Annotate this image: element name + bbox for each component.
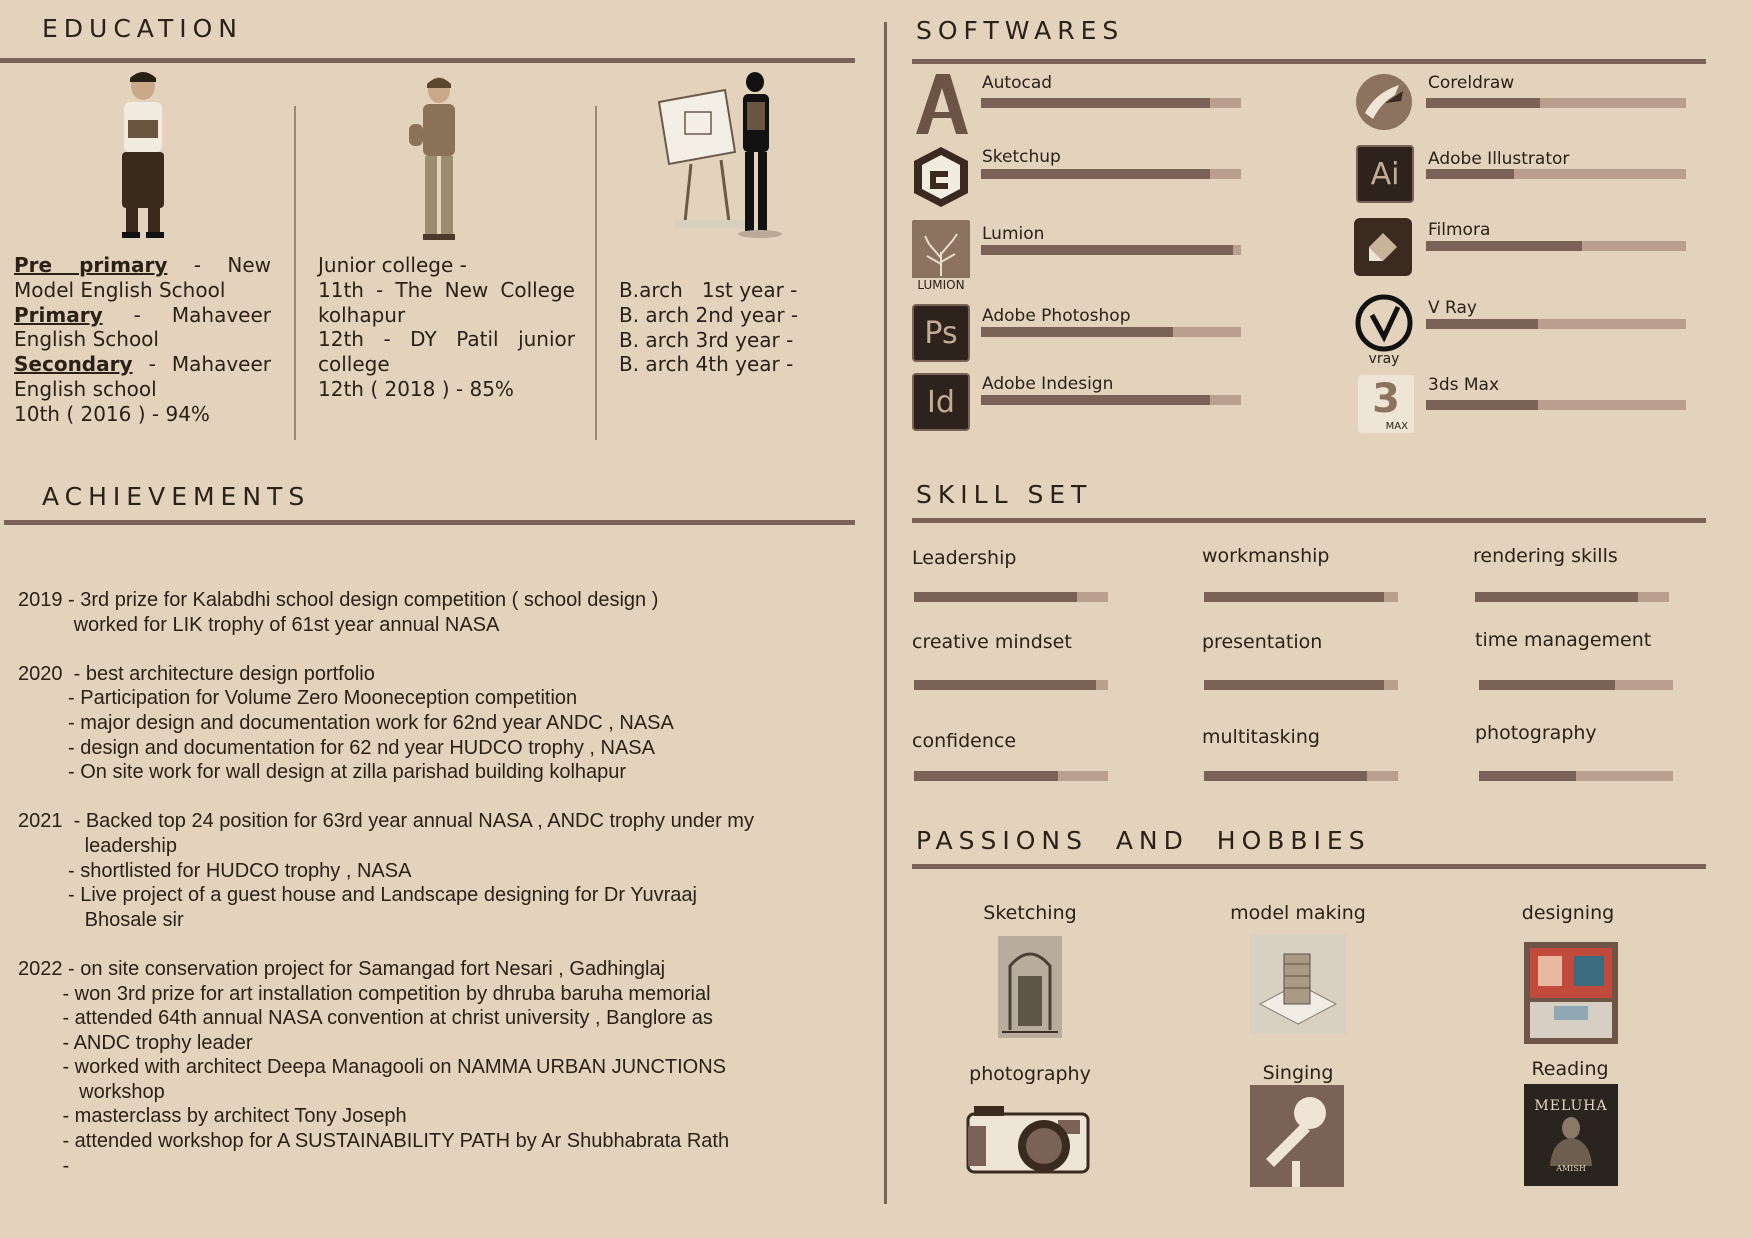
lumion-icon <box>912 220 970 292</box>
software-name: Adobe Illustrator <box>1428 149 1570 169</box>
software-level-bar-fill <box>1426 319 1538 329</box>
edu-barch-4: B. arch 4th year - <box>619 352 794 377</box>
achievement-line: - ANDC trophy leader <box>18 1031 253 1054</box>
software-level-bar <box>981 327 1241 337</box>
student-figure-2 <box>405 74 465 242</box>
education-divider-2 <box>595 106 597 440</box>
education-column-2 <box>318 253 575 402</box>
achievements-heading: ACHIEVEMENTS <box>42 482 311 511</box>
software-level-bar-fill <box>981 169 1210 179</box>
sketchup-icon <box>912 145 970 209</box>
filmora-icon <box>1354 218 1412 276</box>
hobbies-rule <box>912 864 1706 869</box>
3dsmax-number: 3 <box>1372 375 1400 422</box>
hobby-singing-label: Singing <box>1262 1062 1334 1084</box>
lumion-tree-icon <box>919 232 963 276</box>
skill-level-bar-fill <box>1204 592 1384 602</box>
education-rule <box>0 58 855 63</box>
hobby-designing-label: designing <box>1521 902 1615 924</box>
software-level-bar-fill <box>1426 169 1514 179</box>
skill-level-bar <box>1479 771 1673 781</box>
skill-level-bar <box>914 680 1108 690</box>
edu-secondary: Secondary - Mahaveer English school <box>14 352 271 401</box>
software-level-bar <box>1426 98 1686 108</box>
softwares-rule <box>912 59 1706 64</box>
skill-name: time management <box>1475 629 1652 651</box>
achievement-line: - Live project of a guest house and Landscape designing for Dr Yuvraaj <box>18 884 697 907</box>
edu-barch-3: B. arch 3rd year - <box>619 327 794 352</box>
software-name: Sketchup <box>982 147 1061 167</box>
vray-label: vray <box>1368 351 1400 367</box>
achievement-line: 2020 - best architecture design portfolio <box>18 662 375 685</box>
hobbies-heading: PASSIONS AND HOBBIES <box>916 826 1371 855</box>
software-name: Coreldraw <box>1428 73 1515 93</box>
software-name: Adobe Photoshop <box>982 306 1131 326</box>
skill-level-bar-fill <box>1475 592 1638 602</box>
software-name: Autocad <box>982 73 1053 93</box>
achievement-line: - attended workshop for A SUSTAINABILITY PATH by Ar Shubhabrata Rath <box>18 1130 730 1153</box>
software-level-bar <box>1426 400 1686 410</box>
vray-v-icon <box>1354 293 1414 353</box>
software-level-bar <box>981 395 1241 405</box>
achievement-line: leadership <box>18 834 177 857</box>
education-column-1 <box>14 253 271 427</box>
lumion-label: LUMION <box>912 278 970 292</box>
skill-level-bar-fill <box>1204 680 1384 690</box>
software-level-bar <box>981 169 1241 179</box>
page-divider <box>884 22 887 1204</box>
illustrator-letters: Ai <box>1370 156 1400 192</box>
education-column-3 <box>619 278 819 377</box>
achievement-line: - On site work for wall design at zilla parishad building kolhapur <box>18 761 627 784</box>
edu-11th: 11th - The New College kolhapur <box>318 277 575 327</box>
camera-icon <box>966 1104 1092 1176</box>
skill-level-bar-fill <box>1479 771 1576 781</box>
achievement-line: Bhosale sir <box>18 908 184 931</box>
skill-level-bar <box>914 771 1108 781</box>
skill-level-bar <box>1479 680 1673 690</box>
designing-image <box>1524 942 1618 1044</box>
skill-name: rendering skills <box>1473 545 1618 567</box>
achievement-line <box>18 785 754 810</box>
edu-12th-score: 12th ( 2018 ) - 85% <box>318 376 514 401</box>
softwares-heading: SOFTWARES <box>916 16 1125 45</box>
sketching-image <box>998 936 1062 1038</box>
software-level-bar-fill <box>1426 98 1540 108</box>
edu-barch-1: B.arch 1st year - <box>619 278 798 302</box>
skill-level-bar-fill <box>914 592 1077 602</box>
3dsmax-icon <box>1358 375 1414 433</box>
achievement-line: - major design and documentation work for 62nd year ANDC , NASA <box>18 711 674 734</box>
skill-level-bar <box>914 592 1108 602</box>
achievement-line: - <box>18 1154 70 1177</box>
model-making-image <box>1250 934 1346 1034</box>
edu-preprimary: Pre primary - New Model English School <box>14 253 271 302</box>
coreldraw-icon <box>1355 73 1413 131</box>
skill-name: Leadership <box>912 547 1017 569</box>
achievement-line <box>18 932 754 957</box>
achievement-line: - attended 64th annual NASA convention at christ university , Banglore as <box>18 1007 713 1030</box>
skill-level-bar-fill <box>914 680 1096 690</box>
skill-name: confidence <box>912 730 1017 752</box>
skills-rule <box>912 518 1706 523</box>
photoshop-icon <box>912 304 970 362</box>
software-name: Filmora <box>1428 220 1491 240</box>
indesign-letters: Id <box>927 384 955 420</box>
achievement-line: worked for LIK trophy of 61st year annual NASA <box>18 613 500 636</box>
software-level-bar-fill <box>981 395 1210 405</box>
edu-barch-2: B. arch 2nd year - <box>619 302 799 327</box>
skill-level-bar-fill <box>914 771 1058 781</box>
skill-name: presentation <box>1202 631 1323 653</box>
software-level-bar <box>1426 169 1686 179</box>
book-title: MELUHA <box>1534 1098 1608 1114</box>
skill-level-bar-fill <box>1479 680 1615 690</box>
achievement-line: - worked with architect Deepa Managooli on NAMMA URBAN JUNCTIONS <box>18 1056 727 1079</box>
achievement-line: - masterclass by architect Tony Joseph <box>18 1105 407 1128</box>
vray-icon <box>1354 293 1414 365</box>
education-heading: EDUCATION <box>42 14 243 43</box>
education-divider-1 <box>294 106 296 440</box>
achievement-line: workshop <box>18 1080 165 1103</box>
architect-drafting-figure <box>655 72 795 242</box>
software-name: Adobe Indesign <box>982 374 1114 394</box>
achievement-line: 2022 - on site conservation project for Samangad fort Nesari , Gadhinglaj <box>18 957 666 980</box>
indesign-icon <box>912 373 970 431</box>
skill-name: photography <box>1475 722 1597 744</box>
skill-name: workmanship <box>1202 545 1330 567</box>
book-author: AMISH <box>1556 1164 1586 1173</box>
achievements-list <box>18 588 754 1178</box>
software-level-bar-fill <box>1426 400 1538 410</box>
achievements-rule <box>4 520 855 525</box>
edu-junior-college: Junior college - <box>318 253 467 277</box>
hobby-sketching-label: Sketching <box>983 902 1077 924</box>
skill-name: creative mindset <box>912 631 1072 653</box>
achievement-line: - shortlisted for HUDCO trophy , NASA <box>18 859 412 882</box>
software-level-bar <box>1426 319 1686 329</box>
photoshop-letters: Ps <box>924 315 958 351</box>
achievement-line: 2021 - Backed top 24 position for 63rd year annual NASA , ANDC trophy under my <box>18 810 754 833</box>
autocad-icon <box>912 70 970 136</box>
edu-10th: 10th ( 2016 ) - 94% <box>14 401 210 426</box>
software-level-bar <box>1426 241 1686 251</box>
book-figure-icon <box>1546 1114 1596 1166</box>
3dsmax-sub: MAX <box>1385 420 1408 432</box>
skills-heading: SKILL SET <box>916 480 1093 509</box>
software-level-bar <box>981 245 1241 255</box>
software-level-bar-fill <box>981 245 1233 255</box>
student-figure-1 <box>110 68 175 240</box>
achievement-line <box>18 637 754 662</box>
software-name: 3ds Max <box>1428 375 1500 395</box>
edu-primary: Primary - Mahaveer English School <box>14 302 271 352</box>
skill-level-bar-fill <box>1204 771 1367 781</box>
skill-level-bar <box>1204 592 1398 602</box>
skill-name: multitasking <box>1202 726 1320 748</box>
microphone-icon <box>1250 1085 1344 1187</box>
illustrator-icon <box>1356 145 1414 203</box>
software-level-bar-fill <box>1426 241 1582 251</box>
software-level-bar-fill <box>981 98 1210 108</box>
skill-level-bar <box>1204 680 1398 690</box>
hobby-model-making-label: model making <box>1230 902 1366 924</box>
hobby-reading-label: Reading <box>1531 1058 1609 1080</box>
software-level-bar-fill <box>981 327 1173 337</box>
achievement-line: 2019 - 3rd prize for Kalabdhi school design competition ( school design ) <box>18 589 659 611</box>
hobby-photography-label: photography <box>969 1063 1091 1085</box>
software-name: V Ray <box>1428 298 1477 318</box>
filmora-shape-icon <box>1365 229 1401 265</box>
achievement-line: - won 3rd prize for art installation competition by dhruba baruha memorial <box>18 982 711 1005</box>
software-level-bar <box>981 98 1241 108</box>
skill-level-bar <box>1204 771 1398 781</box>
skill-level-bar <box>1475 592 1669 602</box>
edu-12th: 12th - DY Patil junior college <box>318 327 575 377</box>
software-name: Lumion <box>982 224 1045 244</box>
achievement-line: - design and documentation for 62 nd year HUDCO trophy , NASA <box>18 736 655 759</box>
book-cover-image <box>1524 1084 1618 1186</box>
achievement-line: - Participation for Volume Zero Mooneception competition <box>18 687 578 710</box>
